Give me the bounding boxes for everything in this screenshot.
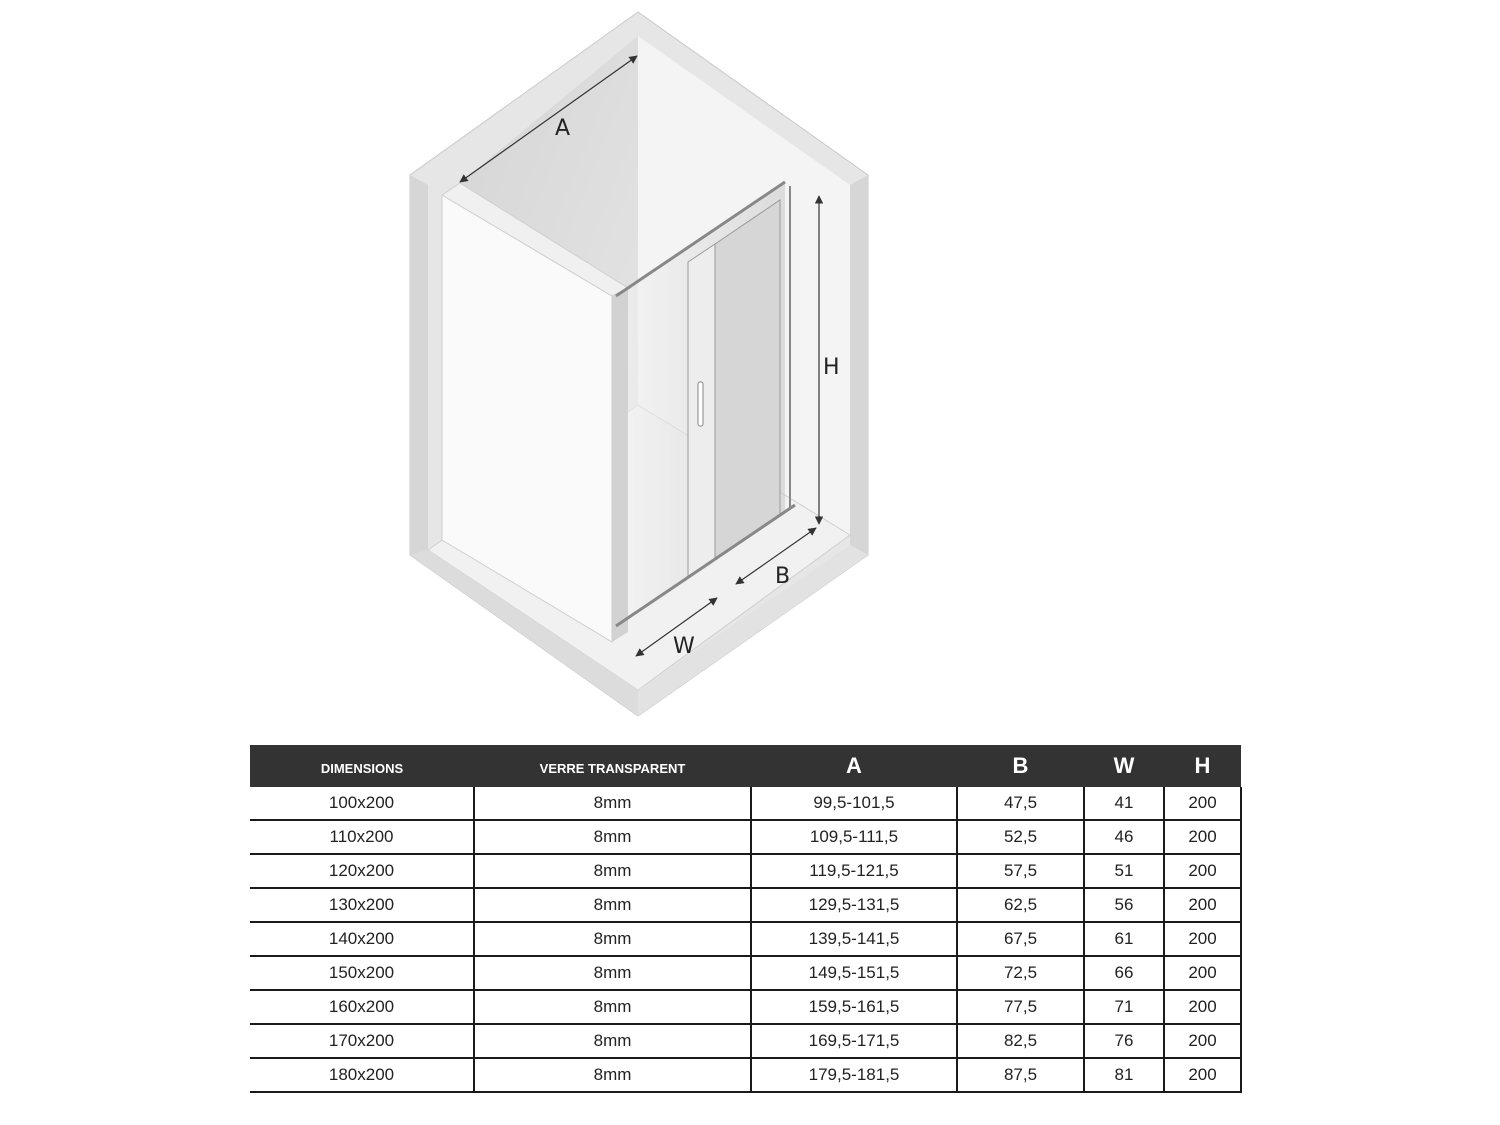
table-row bbox=[250, 787, 1241, 820]
cell-b: 67,5 bbox=[957, 922, 1084, 956]
cell-dimensions: 180x200 bbox=[250, 1058, 474, 1092]
table-row bbox=[250, 1024, 1241, 1058]
cell-h: 200 bbox=[1164, 854, 1241, 888]
cell-a: 129,5-131,5 bbox=[751, 888, 957, 922]
cell-b: 82,5 bbox=[957, 1024, 1084, 1058]
cell-dimensions: 100x200 bbox=[250, 787, 474, 820]
header-b: B bbox=[957, 745, 1084, 787]
cell-glass: 8mm bbox=[474, 922, 751, 956]
cell-dimensions: 110x200 bbox=[250, 820, 474, 854]
cell-h: 200 bbox=[1164, 922, 1241, 956]
cell-b: 87,5 bbox=[957, 1058, 1084, 1092]
table-row bbox=[250, 820, 1241, 854]
cell-dimensions: 130x200 bbox=[250, 888, 474, 922]
header-h: H bbox=[1164, 745, 1241, 787]
table-row bbox=[250, 990, 1241, 1024]
cell-glass: 8mm bbox=[474, 956, 751, 990]
label-a: A bbox=[555, 116, 571, 141]
cell-a: 99,5-101,5 bbox=[751, 787, 957, 820]
cell-h: 200 bbox=[1164, 956, 1241, 990]
cell-h: 200 bbox=[1164, 1024, 1241, 1058]
cell-glass: 8mm bbox=[474, 787, 751, 820]
cell-a: 159,5-161,5 bbox=[751, 990, 957, 1024]
cell-b: 77,5 bbox=[957, 990, 1084, 1024]
cell-dimensions: 170x200 bbox=[250, 1024, 474, 1058]
cell-w: 66 bbox=[1084, 956, 1164, 990]
cell-w: 76 bbox=[1084, 1024, 1164, 1058]
cell-glass: 8mm bbox=[474, 854, 751, 888]
cell-b: 47,5 bbox=[957, 787, 1084, 820]
cell-dimensions: 120x200 bbox=[250, 854, 474, 888]
cell-h: 200 bbox=[1164, 820, 1241, 854]
table-row bbox=[250, 854, 1241, 888]
cell-w: 51 bbox=[1084, 854, 1164, 888]
header-w: W bbox=[1084, 745, 1164, 787]
cell-w: 71 bbox=[1084, 990, 1164, 1024]
cell-h: 200 bbox=[1164, 787, 1241, 820]
cell-a: 169,5-171,5 bbox=[751, 1024, 957, 1058]
cell-w: 46 bbox=[1084, 820, 1164, 854]
cell-h: 200 bbox=[1164, 990, 1241, 1024]
cell-b: 57,5 bbox=[957, 854, 1084, 888]
cell-a: 149,5-151,5 bbox=[751, 956, 957, 990]
cell-glass: 8mm bbox=[474, 1024, 751, 1058]
table-row bbox=[250, 1058, 1241, 1092]
cell-a: 119,5-121,5 bbox=[751, 854, 957, 888]
cell-dimensions: 160x200 bbox=[250, 990, 474, 1024]
cell-h: 200 bbox=[1164, 1058, 1241, 1092]
label-h: H bbox=[823, 355, 840, 380]
table-row bbox=[250, 956, 1241, 990]
cell-dimensions: 150x200 bbox=[250, 956, 474, 990]
cell-b: 62,5 bbox=[957, 888, 1084, 922]
cell-w: 41 bbox=[1084, 787, 1164, 820]
cell-glass: 8mm bbox=[474, 1058, 751, 1092]
cell-dimensions: 140x200 bbox=[250, 922, 474, 956]
cell-a: 139,5-141,5 bbox=[751, 922, 957, 956]
cell-b: 72,5 bbox=[957, 956, 1084, 990]
header-verre-transparent: VERRE TRANSPARENT bbox=[474, 745, 751, 787]
dimensions-table bbox=[250, 745, 1242, 1093]
cell-glass: 8mm bbox=[474, 888, 751, 922]
header-a: A bbox=[751, 745, 957, 787]
cell-w: 61 bbox=[1084, 922, 1164, 956]
cell-b: 52,5 bbox=[957, 820, 1084, 854]
cell-glass: 8mm bbox=[474, 990, 751, 1024]
label-b: B bbox=[775, 564, 791, 589]
header-dimensions: DIMENSIONS bbox=[250, 745, 474, 787]
table-row bbox=[250, 888, 1241, 922]
cell-w: 56 bbox=[1084, 888, 1164, 922]
table-row bbox=[250, 922, 1241, 956]
table-header-row bbox=[250, 745, 1241, 787]
cell-w: 81 bbox=[1084, 1058, 1164, 1092]
cell-a: 109,5-111,5 bbox=[751, 820, 957, 854]
cell-a: 179,5-181,5 bbox=[751, 1058, 957, 1092]
cell-h: 200 bbox=[1164, 888, 1241, 922]
cell-glass: 8mm bbox=[474, 820, 751, 854]
label-w: W bbox=[673, 634, 695, 659]
